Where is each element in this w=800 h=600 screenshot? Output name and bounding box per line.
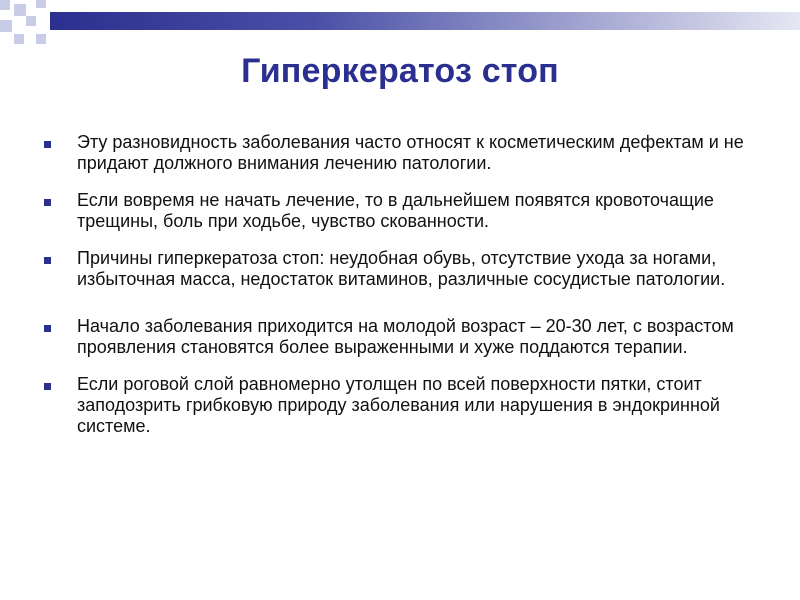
square-bullet-icon bbox=[44, 199, 51, 206]
bullet-text: Если роговой слой равномерно утолщен по всей поверхности пятки, стоит заподозрить грибковую природу заболевания или нарушения в эндокринной системе. bbox=[77, 374, 720, 436]
slide-title: Гиперкератоз стоп bbox=[241, 52, 559, 90]
square-bullet-icon bbox=[44, 383, 51, 390]
decor-square bbox=[0, 20, 12, 32]
bullet-list bbox=[42, 132, 782, 453]
decor-square bbox=[26, 16, 36, 26]
square-bullet-icon bbox=[44, 325, 51, 332]
top-gradient-band bbox=[50, 12, 800, 30]
bullet-item bbox=[42, 248, 782, 290]
square-bullet-icon bbox=[44, 257, 51, 264]
square-bullet-icon bbox=[44, 141, 51, 148]
decor-square bbox=[36, 34, 46, 44]
bullet-text: Начало заболевания приходится на молодой возраст – 20-30 лет, с возрастом проявления становятся более выраженными и хуже поддаются терапии. bbox=[77, 316, 734, 357]
bullet-item bbox=[42, 190, 782, 232]
bullet-text: Причины гиперкератоза стоп: неудобная обувь, отсутствие ухода за ногами, избыточная масса, недостаток витаминов, различные сосудистые патологии. bbox=[77, 248, 726, 289]
decor-square bbox=[36, 0, 46, 8]
decor-square bbox=[14, 34, 24, 44]
bullet-item bbox=[42, 132, 782, 174]
bullet-item bbox=[42, 316, 782, 358]
bullet-text: Эту разновидность заболевания часто относят к косметическим дефектам и не придают должного внимания лечению патологии. bbox=[77, 132, 744, 173]
bullet-text: Если вовремя не начать лечение, то в дальнейшем появятся кровоточащие трещины, боль при ходьбе, чувство скованности. bbox=[77, 190, 714, 231]
decor-square bbox=[14, 4, 26, 16]
decor-square bbox=[0, 0, 10, 10]
bullet-item bbox=[42, 374, 782, 437]
